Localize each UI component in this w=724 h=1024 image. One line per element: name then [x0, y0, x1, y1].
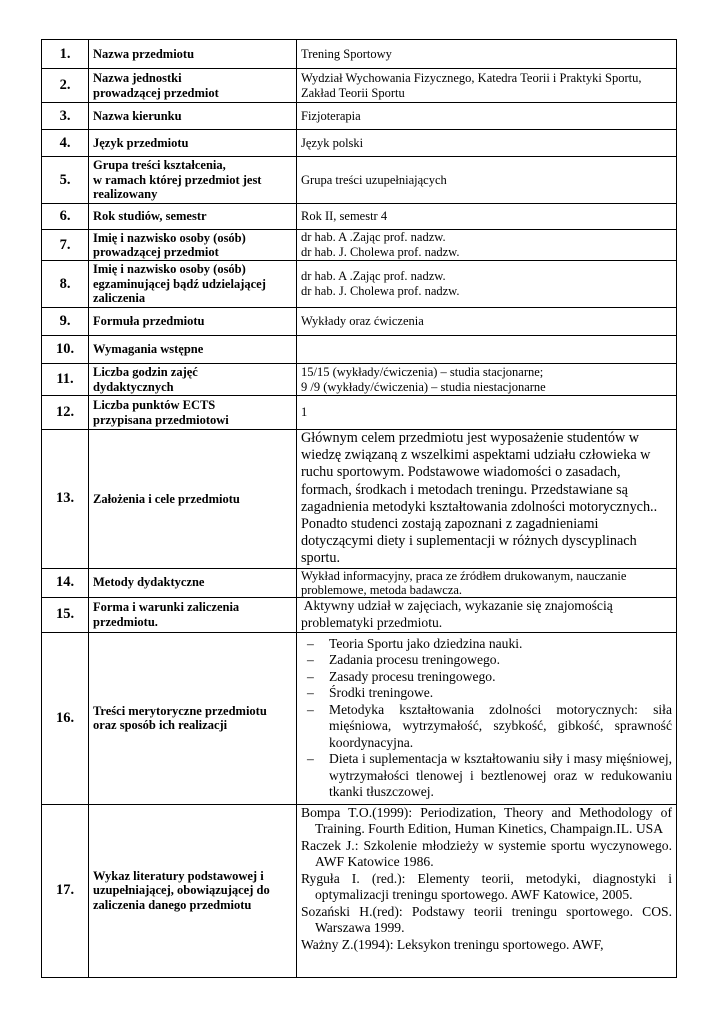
label-line: uzupełniającej, obowiązującej do	[93, 883, 270, 898]
label-line: Wykaz literatury podstawowej i	[93, 868, 264, 883]
row-label: Nazwa przedmiotu	[89, 40, 297, 69]
value-line: wiedzę związaną z wszelkimi aspektami udziału człowieka w	[301, 447, 651, 464]
dash-bullet: –	[307, 652, 314, 668]
label-line: zaliczenia	[93, 291, 146, 306]
row-label: Metody dydaktyczne	[89, 568, 297, 597]
value-line: sportu.	[301, 550, 341, 567]
row-value: Rok II, semestr 4	[297, 204, 677, 230]
value-line: 9 /9 (wykłady/ćwiczenia) – studia niestacjonarne	[301, 379, 546, 394]
list-item	[301, 751, 672, 801]
row-label	[89, 230, 297, 261]
table-row	[42, 364, 677, 396]
table-row	[42, 130, 677, 157]
value-line: Aktywny udział w zajęciach, wykazanie się znajomością	[301, 598, 613, 614]
row-number: 17.	[42, 804, 89, 977]
row-number: 9.	[42, 308, 89, 336]
table-row	[42, 396, 677, 430]
list-item-text: Zasady procesu treningowego.	[329, 668, 496, 684]
reference-item: Ryguła I. (red.): Elementy teorii, metodyki, diagnostyki i optymalizacji treningu sportowego. AWF Katowice, 2005.	[301, 870, 672, 903]
row-label	[89, 804, 297, 977]
row-label	[89, 157, 297, 204]
list-item-text: Zadania procesu treningowego.	[329, 652, 500, 668]
table-row	[42, 308, 677, 336]
label-line: przedmiotu.	[93, 614, 158, 629]
row-value: Trening Sportowy	[297, 40, 677, 69]
label-line: egzaminującej bądź udzielającej	[93, 276, 266, 291]
value-line: problemowe, metoda badawcza.	[301, 582, 463, 597]
value-line: Głównym celem przedmiotu jest wyposażenie studentów w	[301, 430, 640, 446]
value-line: dr hab. J. Cholewa prof. nadzw.	[301, 245, 460, 259]
label-line: Liczba godzin zajęć	[93, 365, 198, 379]
row-value	[297, 804, 677, 977]
table-row	[42, 40, 677, 69]
table-row	[42, 568, 677, 597]
table-row	[42, 230, 677, 261]
label-line: Grupa treści kształcenia,	[93, 158, 226, 173]
dash-bullet: –	[307, 701, 314, 717]
value-line: dotyczącymi diety i suplementacji w różnych dyscyplinach	[301, 533, 637, 550]
value-line: dr hab. J. Cholewa prof. nadzw.	[301, 284, 460, 298]
row-number: 8.	[42, 261, 89, 308]
list-item	[301, 702, 672, 752]
value-line: formach, środkach i metodach treningu. Przedstawiane są	[301, 481, 628, 498]
value-line: problematyki przedmiotu.	[301, 614, 443, 630]
label-line: Imię i nazwisko osoby (osób)	[93, 262, 246, 277]
table-row	[42, 430, 677, 569]
row-label	[89, 261, 297, 308]
row-number: 15.	[42, 597, 89, 632]
reference-item: Bompa T.O.(1999): Periodization, Theory and Methodology of Training. Fourth Edition, Human Kinetics, Champaign.IL. USA	[301, 804, 672, 837]
row-value	[297, 230, 677, 261]
row-label	[89, 632, 297, 804]
dash-bullet: –	[307, 685, 314, 701]
table-row	[42, 204, 677, 230]
row-value	[297, 430, 677, 569]
value-line: zagadnienia metodyki kształtowania zdolności motorycznych..	[301, 498, 658, 515]
label-line: oraz sposób ich realizacji	[93, 718, 228, 733]
label-line: prowadzącej przedmiot	[93, 85, 219, 100]
row-value	[297, 261, 677, 308]
row-value: Fizjoterapia	[297, 103, 677, 130]
row-number: 16.	[42, 632, 89, 804]
list-item-text: Metodyka kształtowania zdolności motorycznych: siła mięśniowa, wytrzymałość, szybkość, gibkość, sprawność koordynacyjna.	[329, 701, 672, 750]
dash-bullet: –	[307, 635, 314, 651]
row-value	[297, 568, 677, 597]
row-value: 1	[297, 396, 677, 430]
row-number: 7.	[42, 230, 89, 261]
list-item	[301, 652, 672, 669]
dash-bullet: –	[307, 751, 314, 767]
label-line: Liczba punktów ECTS	[93, 398, 216, 412]
table-row	[42, 597, 677, 632]
table-row	[42, 157, 677, 204]
list-item	[301, 685, 672, 702]
label-line: prowadzącej przedmiot	[93, 245, 219, 259]
row-label: Nazwa kierunku	[89, 103, 297, 130]
row-value: Grupa treści uzupełniających	[297, 157, 677, 204]
row-value: Wykłady oraz ćwiczenia	[297, 308, 677, 336]
label-line: w ramach której przedmiot jest	[93, 172, 262, 187]
table-row	[42, 804, 677, 977]
row-number: 11.	[42, 364, 89, 396]
label-line: Imię i nazwisko osoby (osób)	[93, 230, 246, 245]
row-label: Rok studiów, semestr	[89, 204, 297, 230]
list-item-text: Środki treningowe.	[329, 685, 434, 701]
content-list	[301, 636, 672, 801]
row-number: 13.	[42, 430, 89, 569]
list-item-text: Dieta i suplementacja w kształtowaniu siły i masy mięśniowej, wytrzymałości tlenowej i beztlenowej oraz w redukowaniu tkanki tłuszczowej.	[329, 751, 672, 800]
row-label: Wymagania wstępne	[89, 336, 297, 364]
value-line: dr hab. A .Zając prof. nadzw.	[301, 230, 446, 244]
row-number: 12.	[42, 396, 89, 430]
table-row	[42, 103, 677, 130]
row-value	[297, 597, 677, 632]
row-value: Język polski	[297, 130, 677, 157]
list-item-text: Teoria Sportu jako dziedzina nauki.	[329, 635, 523, 651]
row-label	[89, 364, 297, 396]
table-row	[42, 336, 677, 364]
value-line: 15/15 (wykłady/ćwiczenia) – studia stacjonarne;	[301, 364, 544, 379]
reference-item: Ważny Z.(1994): Leksykon treningu sportowego. AWF,	[301, 936, 604, 952]
row-value	[297, 69, 677, 103]
label-line: Treści merytoryczne przedmiotu	[93, 703, 267, 718]
value-line: Wykład informacyjny, praca ze źródłem drukowanym, nauczanie	[301, 568, 627, 583]
list-item	[301, 669, 672, 686]
label-line: Nazwa jednostki	[93, 71, 182, 85]
row-value	[297, 336, 677, 364]
row-label: Język przedmiotu	[89, 130, 297, 157]
value-line: dr hab. A .Zając prof. nadzw.	[301, 269, 446, 283]
label-line: przypisana przedmiotowi	[93, 412, 229, 427]
row-number: 3.	[42, 103, 89, 130]
row-value	[297, 632, 677, 804]
table-row	[42, 261, 677, 308]
reference-item: Sozański H.(red): Podstawy teorii treningu sportowego. COS. Warszawa 1999.	[301, 903, 672, 936]
table-row	[42, 632, 677, 804]
row-number: 4.	[42, 130, 89, 157]
row-label	[89, 69, 297, 103]
row-label: Założenia i cele przedmiotu	[89, 430, 297, 569]
syllabus-table	[41, 39, 677, 978]
value-line: Wydział Wychowania Fizycznego, Katedra Teorii i Praktyki Sportu,	[301, 70, 642, 85]
value-line: ruchu sportowym. Podstawowe wiadomości o zasadach,	[301, 464, 621, 481]
row-number: 10.	[42, 336, 89, 364]
row-label	[89, 396, 297, 430]
table-row	[42, 69, 677, 103]
reference-item: Raczek J.: Szkolenie młodzieży w systemie sportu wyczynowego. AWF Katowice 1986.	[301, 837, 672, 870]
row-number: 2.	[42, 69, 89, 103]
label-line: Forma i warunki zaliczenia	[93, 600, 240, 615]
row-value	[297, 364, 677, 396]
label-line: zaliczenia danego przedmiotu	[93, 897, 252, 912]
label-line: realizowany	[93, 187, 158, 202]
value-line: Zakład Teorii Sportu	[301, 85, 405, 100]
row-number: 6.	[42, 204, 89, 230]
list-item	[301, 636, 672, 653]
row-label: Formuła przedmiotu	[89, 308, 297, 336]
label-line: dydaktycznych	[93, 379, 174, 394]
row-label	[89, 597, 297, 632]
value-line: Ponadto studenci zostają zapoznani z zagadnieniami	[301, 516, 599, 533]
dash-bullet: –	[307, 668, 314, 684]
row-number: 14.	[42, 568, 89, 597]
row-number: 5.	[42, 157, 89, 204]
row-number: 1.	[42, 40, 89, 69]
